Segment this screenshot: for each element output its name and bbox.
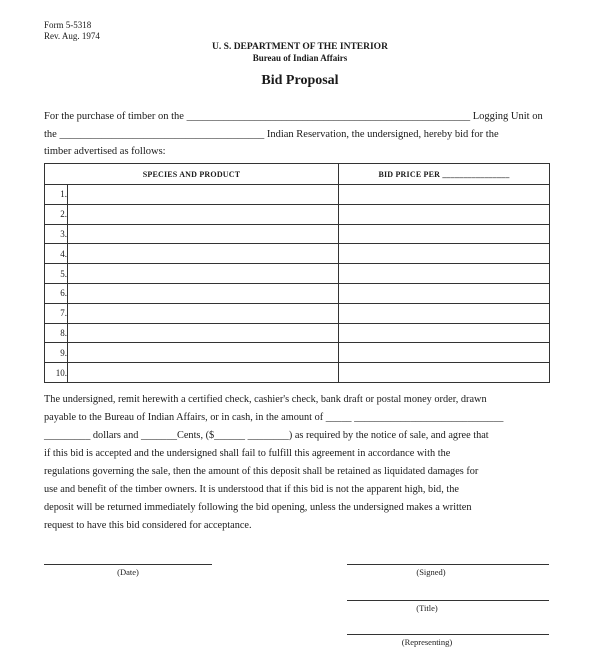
- form-number: Form 5-5318: [44, 20, 92, 30]
- species-cell[interactable]: [68, 323, 339, 343]
- representing-label: (Representing): [401, 637, 453, 647]
- row-number: 9.: [45, 343, 68, 363]
- bid-price-cell[interactable]: [339, 343, 550, 363]
- terms-line: deposit will be returned immediately following the bid opening, unless the undersigned makes a written: [44, 502, 472, 513]
- bid-price-cell[interactable]: [339, 204, 550, 224]
- species-cell[interactable]: [68, 303, 339, 323]
- bid-price-cell[interactable]: [339, 283, 550, 303]
- table-row: [45, 204, 550, 224]
- row-number: 7.: [45, 303, 68, 323]
- bid-price-cell[interactable]: [339, 323, 550, 343]
- intro-line-reservation[interactable]: the _______________________________________ Indian Reservation, the undersigned, hereby bid for the: [44, 129, 499, 140]
- page-title: Bid Proposal: [261, 73, 339, 88]
- table-row: [45, 343, 550, 363]
- table-row: [45, 244, 550, 264]
- table-row: [45, 303, 550, 323]
- row-number: 5.: [45, 264, 68, 284]
- species-cell[interactable]: [68, 363, 339, 383]
- table-header-row: [45, 164, 550, 185]
- table-row: [45, 185, 550, 205]
- signed-signature-line[interactable]: [347, 564, 549, 565]
- bid-table-body: [45, 185, 550, 383]
- species-cell[interactable]: [68, 204, 339, 224]
- species-cell[interactable]: [68, 283, 339, 303]
- species-cell[interactable]: [68, 185, 339, 205]
- species-cell[interactable]: [68, 224, 339, 244]
- table-row: [45, 323, 550, 343]
- bid-price-cell[interactable]: [339, 303, 550, 323]
- agency-name: U. S. DEPARTMENT OF THE INTERIOR: [212, 42, 388, 52]
- title-label: (Title): [416, 603, 438, 613]
- bid-table: [44, 163, 550, 383]
- terms-line: use and benefit of the timber owners. It is understood that if this bid is not the apparent high, bid, the: [44, 484, 459, 495]
- species-cell[interactable]: [68, 343, 339, 363]
- column-header-bid-price: BID PRICE PER ________________: [339, 164, 550, 185]
- table-row: [45, 363, 550, 383]
- signed-label: (Signed): [416, 567, 446, 577]
- bid-price-cell[interactable]: [339, 363, 550, 383]
- row-number: 4.: [45, 244, 68, 264]
- table-row: [45, 283, 550, 303]
- row-number: 1.: [45, 185, 68, 205]
- row-number: 8.: [45, 323, 68, 343]
- bureau-name: Bureau of Indian Affairs: [252, 53, 348, 63]
- species-cell[interactable]: [68, 264, 339, 284]
- form-revision: Rev. Aug. 1974: [44, 31, 100, 41]
- bid-price-cell[interactable]: [339, 185, 550, 205]
- date-signature-line[interactable]: [44, 564, 212, 565]
- column-header-species: SPECIES AND PRODUCT: [45, 164, 339, 185]
- row-number: 3.: [45, 224, 68, 244]
- row-number: 10.: [45, 363, 68, 383]
- date-label: (Date): [117, 567, 139, 577]
- terms-line: The undersigned, remit herewith a certified check, cashier's check, bank draft or postal money order, drawn: [44, 394, 487, 405]
- row-number: 6.: [45, 283, 68, 303]
- title-signature-line[interactable]: [347, 600, 549, 601]
- representing-signature-line[interactable]: [347, 634, 549, 635]
- bid-price-cell[interactable]: [339, 244, 550, 264]
- intro-line-logging-unit[interactable]: For the purchase of timber on the ______________________________________________________ Logging Unit on: [44, 111, 543, 122]
- terms-line-amount[interactable]: payable to the Bureau of Indian Affairs, or in cash, in the amount of _____ _____________________________: [44, 412, 504, 423]
- terms-line-dollars[interactable]: _________ dollars and _______Cents, ($______ ________) as required by the notice of sale, and agree that: [44, 430, 489, 441]
- intro-line-advertised: timber advertised as follows:: [44, 146, 166, 157]
- terms-paragraph: [44, 391, 552, 535]
- table-row: [45, 224, 550, 244]
- terms-line: if this bid is accepted and the undersigned shall fail to fulfill this agreement in accordance with the: [44, 448, 451, 459]
- terms-line: request to have this bid considered for acceptance.: [44, 520, 252, 531]
- species-cell[interactable]: [68, 244, 339, 264]
- table-row: [45, 264, 550, 284]
- bid-price-cell[interactable]: [339, 224, 550, 244]
- row-number: 2.: [45, 204, 68, 224]
- bid-price-cell[interactable]: [339, 264, 550, 284]
- terms-line: regulations governing the sale, then the amount of this deposit shall be retained as liquidated damages for: [44, 466, 479, 477]
